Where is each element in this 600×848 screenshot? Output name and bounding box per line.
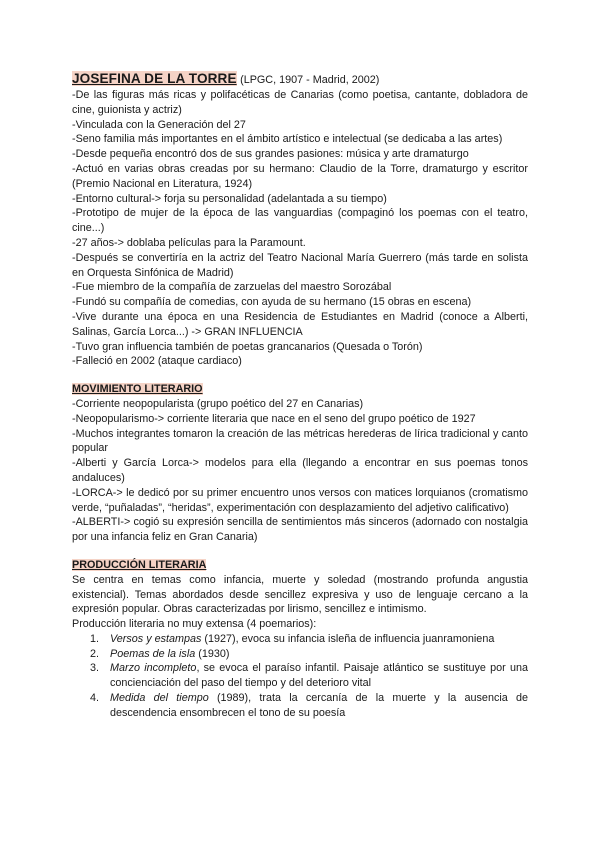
work-item: 4. Medida del tiempo (1989), trata la cercanía de la muerte y la ausencia de descendencia ensombrecen el tono de su poesía — [90, 692, 528, 719]
movimiento-item: -ALBERTI-> cogió su expresión sencilla de sentimientos más sinceros (adornado con nostalgia por una infancia feliz en Gran Canaria) — [72, 516, 528, 544]
bio-item: -Fue miembro de la compañía de zarzuelas del maestro Sorozábal — [72, 281, 392, 294]
work-title: Versos y estampas — [110, 632, 202, 645]
movimiento-item: -Muchos integrantes tomaron la creación de las métricas herederas de lírica tradicional y canto popular — [72, 427, 528, 455]
bio-item: -Entorno cultural-> forja su personalidad (adelantada a su tiempo) — [72, 192, 387, 205]
document-title — [72, 71, 528, 88]
title-name: JOSEFINA DE LA TORRE — [72, 71, 237, 86]
bio-item: -27 años-> doblaba películas para la Paramount. — [72, 236, 306, 249]
work-title: Marzo incompleto — [110, 662, 197, 675]
movimiento-list — [72, 397, 528, 545]
bio-item: -Vive durante una época en una Residencia de Estudiantes en Madrid (conoce a Alberti, Salinas, García Lorca...) -> GRAN INFLUENCIA — [72, 310, 528, 338]
document-page — [72, 71, 528, 721]
bio-item: -Vinculada con la Generación del 27 — [72, 118, 246, 131]
bio-item: -Después se convertiría en la actriz del Teatro Nacional María Guerrero (más tarde en solista en Orquesta Sinfónica de Madrid) — [72, 251, 528, 279]
bio-list — [72, 88, 528, 369]
section-heading-movimiento: MOVIMIENTO LITERARIO — [72, 383, 203, 396]
movimiento-item: -Corriente neopopularista (grupo poético del 27 en Canarias) — [72, 397, 364, 410]
section-heading-produccion: PRODUCCIÓN LITERARIA — [72, 558, 207, 571]
bio-item: -Seno familia más importantes en el ámbito artístico e intelectual (se dedicaba a las artes) — [72, 133, 503, 146]
bio-item: -Actuó en varias obras creadas por su hermano: Claudio de la Torre, dramaturgo y escritor (Premio Nacional en Literatura, 1924) — [72, 162, 528, 190]
bio-item: -De las figuras más ricas y polifacéticas de Canarias (como poetisa, cantante, dobladora de cine, guionista y actriz) — [72, 89, 528, 116]
bio-item: -Desde pequeña encontró dos de sus grandes pasiones: música y arte dramaturgo — [72, 148, 469, 161]
bio-item: -Tuvo gran influencia también de poetas grancanarios (Quesada o Torón) — [72, 340, 423, 353]
works-list — [72, 632, 528, 721]
produccion-intro: Se centra en temas como infancia, muerte y soledad (mostrando profunda angustia existencial). Temas abordados desde sencillez expresiva y uso de lenguaje cercano a la expresión popular. Obras caracterizadas por lirismo, sencillez e intimismo. — [72, 573, 528, 616]
bio-item: -Falleció en 2002 (ataque cardiaco) — [72, 355, 242, 368]
movimiento-item: -Neopopularismo-> corriente literaria que nace en el seno del grupo poético de 1927 — [72, 412, 476, 425]
work-title: Medida del tiempo — [110, 692, 209, 705]
work-item: 2. Poemas de la isla (1930) — [90, 647, 230, 660]
produccion-list-intro: Producción literaria no muy extensa (4 poemarios): — [72, 618, 317, 631]
work-item: 1. Versos y estampas (1927), evoca su infancia isleña de influencia juanramoniena — [90, 632, 495, 645]
bio-item: -Prototipo de mujer de la época de las vanguardias (compaginó los poemas con el teatro, cine...) — [72, 207, 528, 235]
movimiento-item: -LORCA-> le dedicó por su primer encuentro unos versos con matices lorquianos (cromatismo verde, “puñaladas”, “heridas”, experimentación con desplazamiento del adjetivo calificativo) — [72, 486, 528, 514]
work-item: 3. Marzo incompleto, se evoca el paraíso infantil. Paisaje atlántico se sustituye por una concienciación del paso del tiempo y del deterioro vital — [90, 662, 528, 690]
work-title: Poemas de la isla — [110, 647, 196, 660]
movimiento-item: -Alberti y García Lorca-> modelos para ella (llegando a encontrar en sus poemas tonos andaluces) — [72, 457, 528, 484]
bio-item: -Fundó su compañía de comedias, con ayuda de su hermano (15 obras en escena) — [72, 296, 472, 309]
title-dates: (LPGC, 1907 - Madrid, 2002) — [240, 74, 380, 86]
